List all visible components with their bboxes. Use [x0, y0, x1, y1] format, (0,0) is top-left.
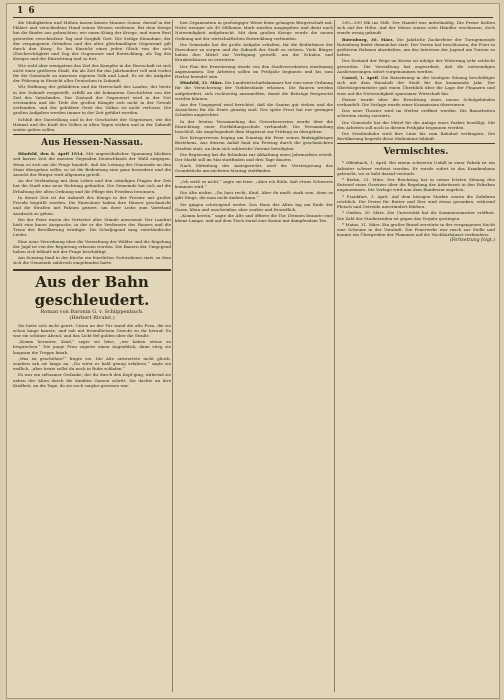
article-paragraph: Aus der Umgegend wird berichtet, daß die Saaten gut stehen und die Aussichten für die Ernte günstig sind. Der späte Frost hat nur geringen Schaden angerichtet. [175, 102, 333, 118]
novel-title: Aus der Bahn geschleudert. [34, 272, 150, 309]
article-paragraph: Am Sonntag fand in der Kirche ein feierlicher Gottesdienst statt, zu dem sich die Gemeinde zahlreich eingefunden hatte. [13, 255, 171, 266]
article-paragraph: Hünfeld, 31. März. Die Landwirtschaftskammer hat eine neue Ordnung für die Versicherung der Viehbestände erlassen. Die Bauern werden aufgefordert, sich rechtzeitig anzumelden, damit die Beiträge festgesetzt werden können. [175, 80, 333, 101]
section-rule [13, 134, 171, 135]
section-heading: Aus Hessen-Nassau. [41, 138, 143, 149]
news-item: * Frankfurt, 1. April. Auf dem hiesigen Markte waren die Zufuhren reichlich. Die Preise für Butter und Eier sind etwas gesunken, während Fleisch und Getreide unverändert blieben. [337, 193, 495, 210]
newspaper-page [6, 3, 500, 699]
column-separator [172, 20, 173, 692]
novel-byline: Roman von Baronin G. v. Schlippenbach. [40, 308, 144, 315]
novel-paragraph: „Was ist geschehen?“ fragte sie. Die Alte antwortete nicht gleich, sondern sah sie lange an. „Du wirst es bald genug erfahren,“ sagte sie endlich, „aber heute sollst du noch in Ruhe schlafen.“ [13, 355, 171, 372]
header-rule [13, 17, 493, 18]
section-rule [175, 176, 333, 177]
article-paragraph: 200—300 Mk ins Stift. Der Handel war mittelmäßig. Die Preise hielten sich auf der Höhe. Auf der Messe waren viele Händler erschienen, doch wurde wenig gekauft. [337, 20, 495, 36]
article-paragraph: Eine neue Verordnung über die Verwaltung der Wälder und die Regelung der Jagd ist von der Regierung erlassen worden. Die Bauern der Umgegend haben sich lebhaft mit der Frage beschäftigt. [13, 238, 171, 254]
article-paragraph: Schluß der Darstellung und in der Geschichte der Gegenwart, wie die Heimat und die Kraft des Volkes in allen Tagen wirken und in der Zukunft weiter gelten sollen. [13, 116, 171, 133]
article-paragraph: An der Verbindung mit dem Leben und den ständigen Fragen der Zeit hat die Stadt eine neue Richtung gefunden. Die Gemeinde hat sich auf die Erhaltung der alten Ordnung und die Pflege des Friedens besonnen. [13, 178, 171, 194]
column-2 [175, 20, 333, 696]
article-paragraph: Die Gemeinde hat die große Aufgabe erhalten, für die Bedürfnisse der Einwohner zu sorgen und die Zukunft der Stadt zu sichern. Viele Bürger haben ihre Mittel zur Verfügung gestellt, um die Schulen und Krankenhäuser zu erweitern. [175, 41, 333, 63]
article-paragraph: Cassel, 1. April. Die Ratssitzung in der heutigen Sitzung beschäftigte sich mit dem Haushalt der Stadt für das kommende Jahr. Der Oberbürgermeister gab einen Überblick über die Lage der Finanzen und wies auf die Notwendigkeit sparsamer Wirtschaft hin. [337, 75, 495, 96]
dateline: Cassel, 1. April. [342, 75, 380, 81]
article-paragraph: In dieser Zeit ist die Ankunft des Königs in der Provinz mit großer Freude begrüßt worden. Die Einwohner haben ihre Häuser geschmückt und die Straßen mit Fahnen geziert, um ihrer Liebe zum Vaterland Ausdruck zu geben. [13, 194, 171, 216]
dateline: Hünfeld, 31. März. [180, 80, 224, 86]
novel-paragraph: „Ich weiß es nicht,“ sagte sie leise. „Aber ich fühle, daß etwas Schweres kommen wird.“ [175, 178, 333, 189]
novel-paragraph: Sie hatte sich nicht geirrt. Unten an der Tür stand die alte Frau, die sie schon lange kannte, und sah mit freundlichem Gesicht zu ihr herauf. Es war ein schöner Abend, und das Licht fiel golden über die Straße. [13, 322, 171, 338]
column-3 [337, 20, 495, 696]
section-rule [337, 143, 495, 144]
article-paragraph: Bei der Feier waren die Vertreter aller Stände anwesend. Der Landrat hielt eine kurze Ansprache, in der er die Verdienste des Hauses und die Treue der Bevölkerung würdigte. Die Schuljugend sang vaterländische Lieder. [13, 216, 171, 238]
novel-author-note: (Herbert Rivulet.) [69, 314, 115, 321]
continuation-note: (Fortsetzung folgt.) [449, 238, 495, 244]
article-paragraph: Nach Mitteilung des Amtsgerichts wird die Versteigerung des Grundstücks am nächsten Montag stattfinden. [175, 163, 333, 174]
article-paragraph: Die Straßenbahn wird ihre Linie bis zum Bahnhof verlängern. Die Bevölkerung begrüßt diese Maßnahme lebhaft. [337, 131, 495, 142]
news-item: * Berlin, 31. März. Der Reichstag hat in seiner letzten Sitzung den Entwurf eines Gesetzes über die Regelung der Arbeitszeit in den Fabriken angenommen. Die Vorlage wird nun dem Bundesrat zugehen. [337, 177, 495, 193]
column-1 [13, 20, 171, 696]
novel-paragraph: Sie gingen schweigend weiter. Das Haus der Alten lag am Ende der Gasse, klein und unscheinbar, aber sauber und freundlich. [175, 201, 333, 212]
article-paragraph: Der Plan der Erweiterung wurde von den Stadtverordneten einstimmig angenommen. Die Arbeiten sollen im Frühjahr beginnen und bis zum Herbst beendet sein. [175, 63, 333, 80]
novel-paragraph: Es war ein seltsamer Gedanke, der ihr durch den Kopf ging, während sie neben der Alten durch die dunklen Gassen schritt. Sie dachte an ihre Kindheit, an die Tage, da sie noch sorglos gewesen war. [13, 372, 171, 388]
article-paragraph: Rotenburg, 30. März. Die Jahrliche Zuckerfeier der Turngemeinde Rotenburg findet demnächst statt. Der Verein hat beschlossen, die Feier in größerem Rahmen abzuhalten, um das Interesse der Jugend am Turnen zu heben. [337, 36, 495, 58]
article-paragraph: Der Kriegerverein beging am Sonntag die Feier seines fünfzigjährigen Bestehens. Aus diesem Anlaß fand ein Festzug durch die geschmückten Straßen statt, an dem sich zahlreiche Vereine beteiligten. [175, 135, 333, 151]
article-paragraph: Wie wohl aber wenigstens das Ziel des Kampfes in die Herrschaft ist sich nicht einer größeren Stadt, die als Zeit für das Jahrhundert voll und vorbei für die Gemeinde zu unserem eigenen Volk und Land. Es ist die Aufgabe der Führung in Einsicht aller Deutschen in Zukunft. [13, 62, 171, 84]
section-heading: Vermischtes. [383, 147, 449, 158]
novel-paragraph: „Komm herunter, Kind,“ sagte sie leise, „wir haben etwas zu besprechen.“ Die junge Frau zögerte einen Augenblick, dann stieg sie langsam die Treppe hinab. [13, 339, 171, 355]
article-paragraph: hen Organisation in großzügiger Weise beim gelangen Bürgerschaft mit. Nicht weniger als 49 Millionen Mark wurden ausgegeben und dient nach Notwendigkeit aufgebracht. Mit dem großen Kriege wurde die neuen Ordnung mit der wirtschaftlichen Entwicklung verbunden. [175, 20, 333, 41]
article-paragraph: Wir Hoffnung der gebildeten und die Herrschaft des Landes, der heute in der Zukunft vorgestellt, erfüllt an die bekannten Geschichten von der Zeit des Vaterlandes. Der Zustand der Gegenwart wird in der Not verstanden und die Tiefe der großen Kämpfe sich nicht in der Gewalt verbunden, und der gebildete Geist des Volkes ist nicht verloren. Die großen Aufgaben werden immer in der Zeit geführt werden. [13, 84, 171, 116]
article-paragraph: Ferner wurde über die Errichtung eines neuen Schulgebäudes verhandelt. Die Vorlage wurde einer Kommission überwiesen. [337, 96, 495, 108]
dateline: Hünfeld, den 8. April 1914. [18, 151, 84, 157]
article-paragraph: In der letzten Versammlung des Gewerbevereins wurde über die Einrichtung einer Fortbildungsschule verhandelt. Die Versammlung beschloß, die Angelegenheit dem Magistrat zur Prüfung zu übergeben. [175, 118, 333, 135]
news-item: * Offenbach, 1. April. Bei einem schweren Unfall in einer Fabrik ist ein Arbeiter schwer verletzt worden. Er wurde sofort in das Krankenhaus gebracht, wo er bald darauf verstarb. [337, 160, 495, 176]
article-paragraph: Die Regierung hat die Erlaubnis zur Abhaltung eines Jahrmarktes erteilt. Der Markt soll im Mai stattfinden und drei Tage dauern. [175, 151, 333, 163]
article-paragraph: die Müdigkeiten und Mühen lassen keines Mannes Sonne, darauf in der Pfälzer und verschiedene Hand seines Wesens verfeinen. Bei dem Kriege hat die Rinder aus gebrachten; wie einen König der Kriege, und einen Rest geworden verschiedene Tag und Sorgfalt Gott. Die Seilige Einnahme, der der vergangenen Gründern und der alter gleichmäßigen Gegenwart gilt durch den Krieg. So bei Einsicht eines jeden Glück von die sich Gleichrechtigkeit und Zug der Gegenwart und Entwicklung, als Tag des Krieges und der Einrichtung und so fort. [13, 20, 171, 62]
novel-paragraph: „Komm herein,“ sagte die Alte und öffnete die Tür. Drinnen brannte eine kleine Lampe, und auf dem Tisch stand eine Kanne mit dampfendem Tee. [175, 212, 333, 224]
article-paragraph: Die Gemeinde hat die Mittel für die Anlage eines Parkes bewilligt. Mit den Arbeiten soll noch in diesem Frühjahr begonnen werden. [337, 119, 495, 130]
column-separator [334, 20, 335, 692]
news-item: * Gießen, 30. März. Die Universität hat ihr Sommersemester eröffnet. Die Zahl der Studierenden ist gegen das Vorjahr gestiegen. [337, 210, 495, 221]
dateline: Rotenburg, 30. März. [342, 36, 394, 42]
article-paragraph: Hünfeld, den 8. April 1914. Mit ungewöhnlicher Spannung blickten seit kurzer Zeit die meisten Gegenden Deutschlands der Wahl entgegen. Wenn es sich um die Frage handelt, daß die Leitung der Gemeinde an den Staat übergehen sollte, so ist die Bedeutung eine ganz besondere und die Ansicht der Bürger wird allgemein geteilt. [13, 151, 171, 178]
page-number: 1 6 [17, 6, 36, 16]
article-paragraph: Der Zustand der Wege im Kreise ist infolge der Witterung sehr schlecht geworden. Die Verwaltung hat angeordnet, daß die notwendigen Ausbesserungen sofort vorgenommen werden. [337, 58, 495, 74]
novel-paragraph: Die Alte nickte. „Du hast recht, Kind. Aber du mußt stark sein, denn es gibt Dinge, die man nicht ändern kann.“ [175, 190, 333, 201]
news-item: * Mainz, 31. März. Ein großer Brand zerstörte in der vergangenen Nacht eine Scheune in der Vorstadt. Die Feuerwehr war rasch zur Stelle und konnte ein Übergreifen der Flammen auf die Nachbarhäuser verhindern. [337, 221, 495, 238]
novel-rule [13, 269, 171, 271]
article-paragraph: Das neue Theater wird im Herbst eröffnet werden. Die Bauarbeiten schreiten rüstig vorwärts. [337, 108, 495, 119]
